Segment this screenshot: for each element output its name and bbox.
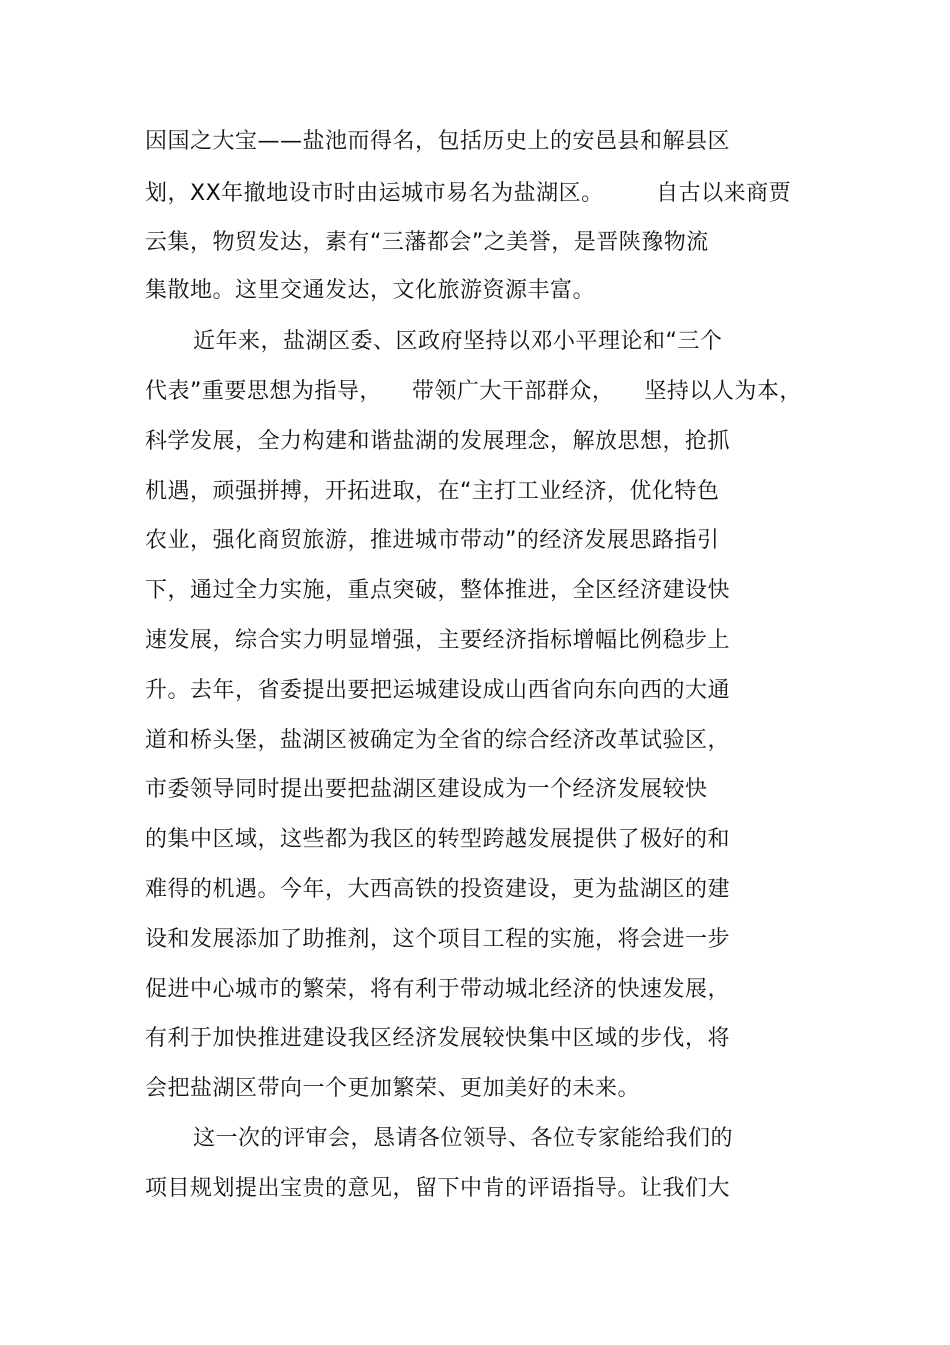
text-line: 机遇，顽强拼搏，开拓进取，在“主打工业经济，优化特色 [145,479,720,504]
text-line: 项目规划提出宝贵的意见，留下中肯的评语指导。让我们大 [145,1176,731,1201]
text-line: 会把盐湖区带向一个更加繁荣、更加美好的未来。 [145,1076,641,1101]
text-line: 促进中心城市的繁荣，将有利于带动城北经济的快速发展， [145,977,731,1002]
text-line: 设和发展添加了助推剂，这个项目工程的实施，将会进一步 [145,927,731,952]
text-line: 难得的机遇。今年，大西高铁的投资建设，更为盐湖区的建 [145,877,731,902]
text-line: 的集中区域，这些都为我区的转型跨越发展提供了极好的和 [145,827,731,852]
text-line: 划，XX年撤地设市时由运城市易名为盐湖区。 自古以来商贾 [145,181,792,206]
text-line: 代表”重要思想为指导， 带领广大干部群众， 坚持以人为本， [145,379,802,404]
text-line: 科学发展，全力构建和谐盐湖的发展理念，解放思想，抢抓 [145,429,731,454]
text-line: 集散地。这里交通发达，文化旅游资源丰富。 [145,278,596,303]
text-line: 市委领导同时提出要把盐湖区建设成为一个经济发展较快 [145,777,708,802]
text-line: 云集，物贸发达，素有“三藩都会”之美誉，是晋陕豫物流 [145,230,709,255]
text-line: 农业，强化商贸旅游，推进城市带动”的经济发展思路指引 [145,528,720,553]
paragraph-start-line: 这一次的评审会，恳请各位领导、各位专家能给我们的 [193,1126,734,1151]
text-line: 道和桥头堡，盐湖区被确定为全省的综合经济改革试验区， [145,728,731,753]
text-line: 下，通过全力实施，重点突破，整体推进，全区经济建设快 [145,578,731,603]
text-line: 因国之大宝——盐池而得名，包括历史上的安邑县和解县区 [145,129,731,154]
text-line: 升。去年，省委提出要把运城建设成山西省向东向西的大通 [145,678,731,703]
paragraph-start-line: 近年来，盐湖区委、区政府坚持以邓小平理论和“三个 [193,329,723,354]
text-line: 速发展，综合实力明显增强，主要经济指标增幅比例稳步上 [145,628,731,653]
text-line: 有利于加快推进建设我区经济发展较快集中区域的步伐，将 [145,1026,731,1051]
